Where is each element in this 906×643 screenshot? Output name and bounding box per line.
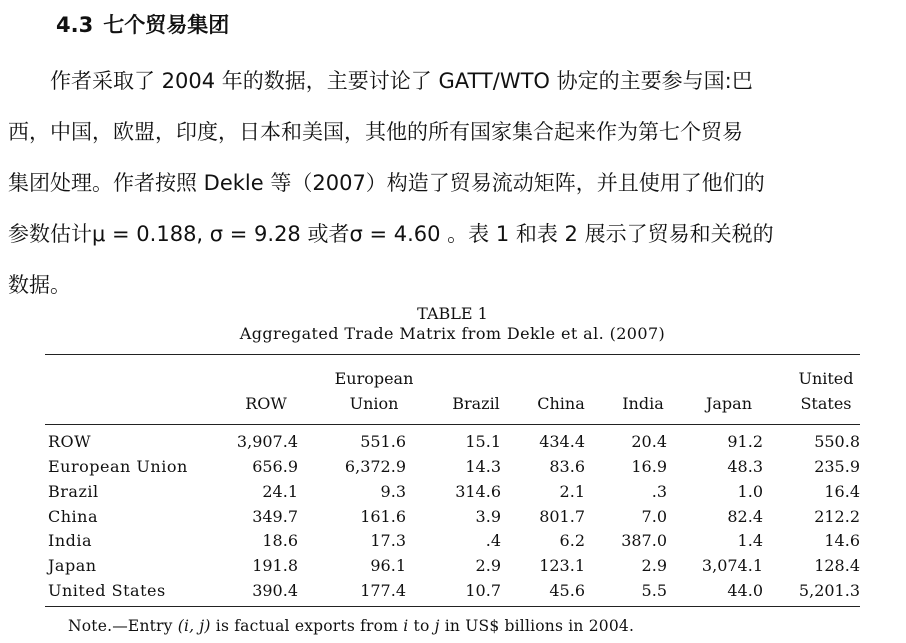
note-from: i (403, 617, 409, 635)
paragraph-line: 西，中国，欧盟，印度，日本和美国，其他的所有国家集合起来作为第七个贸易 (8, 120, 743, 144)
paragraph-line: 参数估计μ = 0.188, σ = 9.28 或者σ = 4.60 。表 1 和表 2 展示了贸易和关税的 (8, 222, 774, 246)
table-bottom-rule (45, 606, 860, 607)
note-text: Note.—Entry (68, 617, 178, 635)
table-cell: 3,074.1 (701, 556, 763, 575)
table-cell: 128.4 (814, 556, 860, 575)
table-label: TABLE 1 (417, 304, 488, 323)
row-label: European Union (48, 457, 188, 476)
table-cell: 18.6 (262, 531, 298, 550)
column-header-line2: Japan (705, 394, 753, 413)
table-cell: 2.9 (641, 556, 667, 575)
column-header-row (206, 366, 326, 416)
table-cell: 91.2 (727, 432, 763, 451)
table-cell: 349.7 (252, 507, 298, 526)
table-cell: 48.3 (727, 457, 763, 476)
section-number: 4.3 (56, 13, 94, 37)
table-cell: .3 (651, 482, 667, 501)
column-header-line2: China (537, 394, 585, 413)
table-note (68, 613, 634, 639)
table-cell: 212.2 (814, 507, 860, 526)
column-header-line1 (206, 366, 326, 391)
paragraph-line: 集团处理。作者按照 Dekle 等（2007）构造了贸易流动矩阵，并且使用了他们的 (8, 171, 765, 195)
note-to: j (434, 617, 440, 635)
table-cell: 551.6 (360, 432, 406, 451)
table-cell: 550.8 (814, 432, 860, 451)
table-cell: 6.2 (559, 531, 585, 550)
table-cell: 235.9 (814, 457, 860, 476)
section-heading (56, 10, 229, 40)
column-header-line1: United (798, 369, 854, 388)
column-header-line2: Union (349, 394, 399, 413)
table-cell: 9.3 (380, 482, 406, 501)
table-cell: 15.1 (465, 432, 501, 451)
table-cell: 24.1 (262, 482, 298, 501)
table-cell: 314.6 (455, 482, 501, 501)
table-cell: 387.0 (621, 531, 667, 550)
note-text: in US$ billions in 2004. (439, 617, 635, 635)
table-cell: 2.9 (475, 556, 501, 575)
row-label: China (48, 507, 99, 526)
table-cell: 177.4 (360, 581, 406, 600)
table-cell: 5.5 (641, 581, 667, 600)
row-label: Brazil (48, 482, 99, 501)
table-cell: 45.6 (549, 581, 585, 600)
row-label: ROW (48, 432, 92, 451)
table-cell: 14.3 (465, 457, 501, 476)
column-header-line2: India (622, 394, 664, 413)
note-text: to (408, 617, 435, 635)
table-cell: 14.6 (824, 531, 860, 550)
table-top-rule (45, 354, 860, 355)
table-cell: 44.0 (727, 581, 763, 600)
column-header-line2: ROW (245, 394, 287, 413)
table-cell: 2.1 (559, 482, 585, 501)
table-cell: 20.4 (631, 432, 667, 451)
column-header-line2: States (800, 394, 852, 413)
row-label: India (48, 531, 93, 550)
table-cell: 656.9 (252, 457, 298, 476)
table-cell: 10.7 (465, 581, 501, 600)
column-header-line2: Brazil (452, 394, 500, 413)
note-entry: (i, j) (177, 617, 211, 635)
note-text: is factual exports from (210, 617, 404, 635)
row-label: United States (48, 581, 166, 600)
table-cell: .4 (485, 531, 501, 550)
table-cell: 7.0 (641, 507, 667, 526)
table-cell: 82.4 (727, 507, 763, 526)
table-cell: 6,372.9 (344, 457, 406, 476)
body-paragraph (8, 56, 896, 311)
table-cell: 191.8 (252, 556, 298, 575)
table-cell: 96.1 (370, 556, 406, 575)
table-cell: 17.3 (370, 531, 406, 550)
table-cell: 16.4 (824, 482, 860, 501)
table-cell: 1.4 (737, 531, 763, 550)
table-title: Aggregated Trade Matrix from Dekle et al. (2007) (239, 324, 666, 343)
table-cell: 83.6 (549, 457, 585, 476)
table-cell: 3.9 (475, 507, 501, 526)
table-cell: 123.1 (539, 556, 585, 575)
paragraph-line: 数据。 (8, 273, 71, 297)
section-title: 七个贸易集团 (103, 13, 230, 37)
table-cell: 16.9 (631, 457, 667, 476)
table-cell: 390.4 (252, 581, 298, 600)
column-header-united-states (766, 366, 886, 416)
table-header-rule (45, 424, 860, 425)
table-cell: 1.0 (737, 482, 763, 501)
table-cell: 3,907.4 (236, 432, 298, 451)
row-label: Japan (48, 556, 97, 575)
column-header-line1: European (334, 369, 414, 388)
table-cell: 161.6 (360, 507, 406, 526)
table-cell: 5,201.3 (798, 581, 860, 600)
table-cell: 801.7 (539, 507, 585, 526)
paragraph-line: 作者采取了 2004 年的数据，主要讨论了 GATT/WTO 协定的主要参与国:巴 (50, 69, 753, 93)
table-cell: 434.4 (539, 432, 585, 451)
